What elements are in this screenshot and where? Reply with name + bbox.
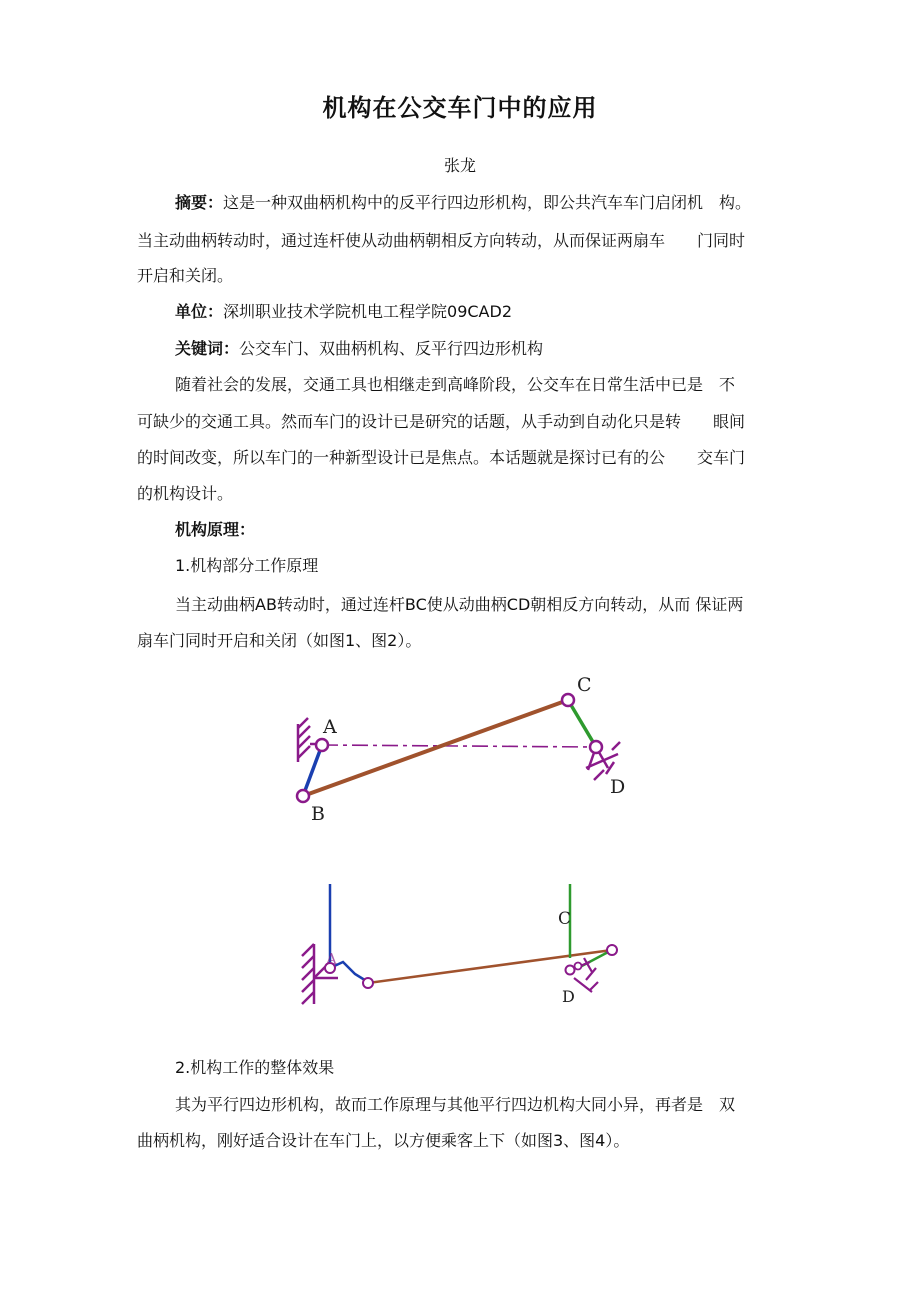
figure-1-linkage — [280, 665, 650, 830]
joint-d — [590, 741, 602, 753]
label-d: D — [610, 776, 626, 798]
section-1-line-1: 当主动曲柄AB转动时，通过连杆BC使从动曲柄CD朝相反方向转动，从而 保证两 — [175, 595, 744, 614]
joint-c — [607, 945, 617, 955]
joint-c — [562, 694, 574, 706]
figure-2-linkage — [290, 878, 635, 1013]
crank-cd — [568, 700, 596, 747]
joint-b — [297, 790, 309, 802]
unit-label: 单位： — [175, 302, 224, 321]
intro-line-3: 的时间改变，所以车门的一种新型设计已是焦点。本话题就是探讨已有的公 交车门 — [137, 448, 746, 467]
section-2-title: 2.机构工作的整体效果 — [175, 1058, 335, 1077]
joint-d — [566, 966, 575, 975]
intro-line-4: 的机构设计。 — [137, 484, 234, 503]
coupler-bc — [303, 700, 568, 796]
page-title: 机构在公交车门中的应用 — [322, 94, 598, 122]
keywords-value: 公交车门、双曲柄机构、反平行四边形机构 — [239, 339, 544, 358]
principle-heading: 机构原理： — [175, 520, 256, 539]
abstract-label: 摘要： — [175, 193, 224, 212]
section-2-line-2: 曲柄机构，刚好适合设计在车门上，以方便乘客上下（如图3、图4）。 — [137, 1131, 630, 1150]
author: 张龙 — [443, 156, 476, 175]
label-a: A — [326, 950, 337, 968]
label-a: A — [323, 716, 337, 738]
unit-line — [175, 299, 512, 322]
intro-line-2: 可缺少的交通工具。然而车门的设计已是研究的话题，从手动到自动化只是转 眼间 — [137, 412, 746, 431]
joint-d2 — [575, 963, 582, 970]
abstract-line-1 — [175, 190, 751, 213]
intro-line-1: 随着社会的发展，交通工具也相继走到高峰阶段，公交车在日常生活中已是 不 — [175, 375, 736, 394]
keywords-line — [175, 336, 543, 359]
abstract-line-3: 开启和关闭。 — [137, 266, 234, 285]
ground-link-ad — [322, 745, 596, 747]
keywords-label: 关键词： — [175, 339, 240, 358]
label-d: D — [562, 987, 575, 1006]
section-1-title: 1.机构部分工作原理 — [175, 556, 319, 575]
label-c: C — [558, 909, 572, 929]
label-c: C — [577, 674, 592, 696]
joint-a — [316, 739, 328, 751]
section-1-line-2: 扇车门同时开启和关闭（如图1、图2）。 — [137, 631, 422, 650]
abstract-line-2: 当主动曲柄转动时，通过连杆使从动曲柄朝相反方向转动，从而保证两扇车 门同时 — [137, 231, 746, 250]
section-2-line-1: 其为平行四边形机构，故而工作原理与其他平行四边机构大同小异，再者是 双 — [175, 1095, 736, 1114]
joint-b — [363, 978, 373, 988]
abstract-text-1: 这是一种双曲柄机构中的反平行四边形机构，即公共汽车车门启闭机 构。 — [223, 193, 752, 212]
label-b: B — [311, 803, 325, 825]
unit-value: 深圳职业技术学院机电工程学院09CAD2 — [223, 302, 512, 321]
